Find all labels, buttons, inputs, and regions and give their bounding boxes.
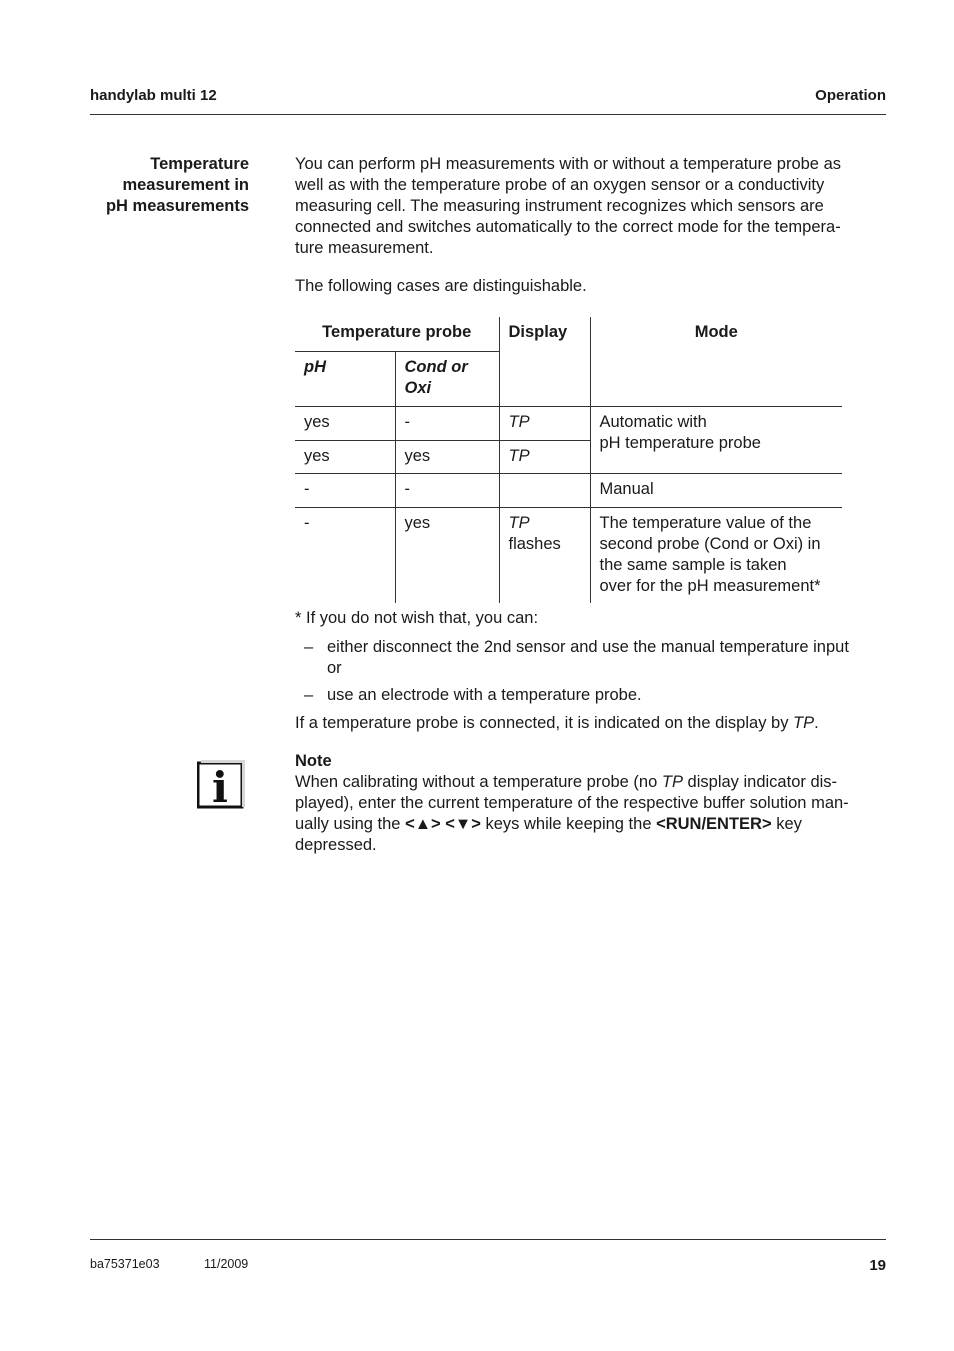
table-cell-mode-manual: Manual xyxy=(590,474,842,508)
mode-line: pH temperature probe xyxy=(599,434,761,452)
table-cell-cond: - xyxy=(395,407,499,441)
note-line: played), enter the current temperature of the respective buffer solution man- xyxy=(295,794,849,812)
intro-line: connected and switches automatically to the correct mode for the tempera- xyxy=(295,218,841,236)
bullet-dash: – xyxy=(304,638,314,656)
header-temperature-probe: Temperature probe xyxy=(295,317,499,352)
intro-line: measuring cell. The measuring instrument recognizes which sensors are xyxy=(295,197,824,215)
tp-indicator-sentence xyxy=(295,713,819,734)
tp-label: TP xyxy=(661,773,683,791)
info-icon-glyph: i xyxy=(212,763,228,811)
list-item xyxy=(304,685,888,706)
header-ph: pH xyxy=(295,352,395,407)
intro-paragraph xyxy=(295,154,887,259)
table-cell-ph: yes xyxy=(295,441,395,474)
section-title-line: Temperature xyxy=(150,155,249,173)
key-run-enter: <RUN/ENTER> xyxy=(656,815,772,833)
cases-table xyxy=(295,317,842,603)
display-flashes: flashes xyxy=(508,535,561,553)
table-cell-display: TP xyxy=(499,441,590,474)
list-item xyxy=(304,637,888,679)
info-icon xyxy=(197,759,245,811)
note-block xyxy=(295,751,887,856)
bullet-dash: – xyxy=(304,686,314,704)
table-cell-cond: yes xyxy=(395,441,499,474)
table-cell-cond: - xyxy=(395,474,499,508)
header-oxi-line: Oxi xyxy=(404,379,432,397)
sentence-end: . xyxy=(814,714,819,732)
table-cell-display: TP xyxy=(499,407,590,441)
note-title: Note xyxy=(295,752,332,770)
note-line: depressed. xyxy=(295,836,377,854)
table-cell-ph: yes xyxy=(295,407,395,441)
list-item-line: or xyxy=(327,659,342,677)
section-title-line: measurement in xyxy=(122,176,249,194)
tp-label: TP xyxy=(793,714,815,732)
note-line: When calibrating without a temperature probe (no TP display indicator dis- xyxy=(295,773,838,791)
header-mode: Mode xyxy=(590,317,842,407)
key-up: <▲> xyxy=(405,815,441,833)
page-number: 19 xyxy=(869,1257,886,1274)
header-rule xyxy=(90,114,886,115)
table-cell-display xyxy=(499,474,590,508)
list-item-line: either disconnect the 2nd sensor and use the manual temperature input xyxy=(327,638,849,656)
mode-line: Automatic with xyxy=(599,413,707,431)
section-title xyxy=(60,154,249,217)
list-item-line: use an electrode with a temperature probe. xyxy=(327,686,642,704)
footer-date: 11/2009 xyxy=(204,1257,249,1271)
table-cell-ph: - xyxy=(304,514,310,532)
list-item-text xyxy=(327,637,849,679)
section-title-line: pH measurements xyxy=(105,197,249,215)
header-chapter: Operation xyxy=(815,87,886,104)
intro-line: well as with the temperature probe of an oxygen sensor or a conductivity xyxy=(295,176,825,194)
table-cell-mode-automatic xyxy=(590,407,842,474)
sentence-text: If a temperature probe is connected, it is indicated on the display by xyxy=(295,714,794,732)
footer-doc-code: ba75371e03 xyxy=(90,1257,160,1271)
mode-line: The temperature value of the xyxy=(599,514,812,532)
mode-line: second probe (Cond or Oxi) in xyxy=(599,535,821,553)
bullet-list xyxy=(304,637,888,712)
intro-line: ture measurement. xyxy=(295,239,434,257)
mode-line: over for the pH measurement* xyxy=(599,577,821,595)
header-product-name: handylab multi 12 xyxy=(90,87,217,104)
header-cond-oxi xyxy=(395,352,499,407)
table-cell-ph: - xyxy=(295,474,395,508)
intro-line: You can perform pH measurements with or without a temperature probe as xyxy=(295,155,841,173)
key-down: <▼> xyxy=(445,815,481,833)
footnote: * If you do not wish that, you can: xyxy=(295,609,539,627)
list-item-text xyxy=(327,685,642,706)
table-cell-cond: yes xyxy=(395,508,499,604)
cases-intro: The following cases are distinguishable. xyxy=(295,277,587,295)
display-tp: TP xyxy=(508,514,530,532)
table-cell-display xyxy=(499,508,590,604)
header-cond-line: Cond or xyxy=(404,358,468,376)
footer-rule xyxy=(90,1239,886,1240)
note-line: ually using the <▲> <▼> keys while keeping the <RUN/ENTER> key xyxy=(295,815,802,833)
header-display: Display xyxy=(499,317,590,407)
mode-line: the same sample is taken xyxy=(599,556,787,574)
table-cell-mode-second-probe xyxy=(590,508,842,604)
